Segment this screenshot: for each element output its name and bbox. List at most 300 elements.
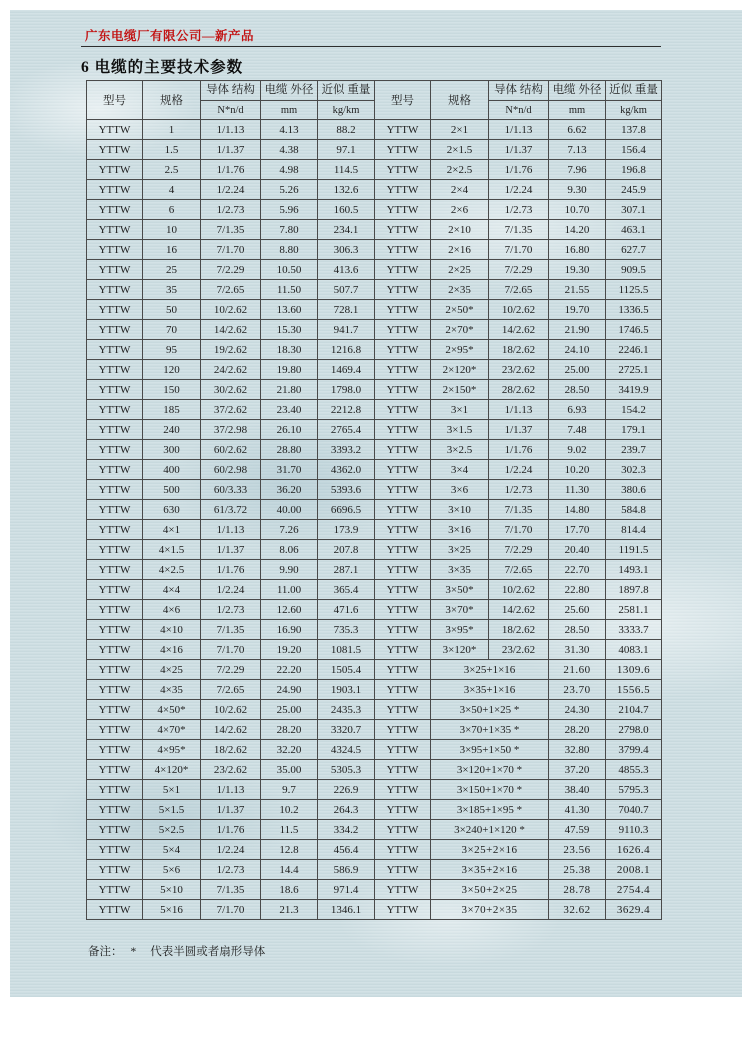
cell-structure: 1/2.24 [489, 180, 549, 200]
cell-od: 7.96 [549, 160, 606, 180]
cell-structure: 60/3.33 [201, 480, 261, 500]
cell-od: 9.30 [549, 180, 606, 200]
cell-od: 28.20 [261, 720, 318, 740]
cell-model: YTTW [87, 440, 143, 460]
cell-od: 24.90 [261, 680, 318, 700]
unit-weight: kg/km [606, 101, 662, 120]
cell-model: YTTW [375, 880, 431, 900]
unit-conductor: N*n/d [489, 101, 549, 120]
cell-spec: 2×1 [431, 120, 489, 140]
cell-model: YTTW [375, 240, 431, 260]
cell-model: YTTW [87, 900, 143, 920]
cell-od: 19.30 [549, 260, 606, 280]
cell-spec: 2×150* [431, 380, 489, 400]
cell-structure: 7/1.70 [489, 520, 549, 540]
cell-structure: 14/2.62 [489, 320, 549, 340]
cell-structure: 10/2.62 [489, 300, 549, 320]
cell-od: 4.98 [261, 160, 318, 180]
unit-weight: kg/km [318, 101, 375, 120]
cell-od: 7.48 [549, 420, 606, 440]
cell-od: 37.20 [549, 760, 606, 780]
cell-model: YTTW [375, 400, 431, 420]
cell-model: YTTW [375, 300, 431, 320]
cell-model: YTTW [87, 460, 143, 480]
cell-weight: 4324.5 [318, 740, 375, 760]
cell-structure: 1/1.76 [201, 820, 261, 840]
cell-model: YTTW [375, 500, 431, 520]
cell-structure: 7/1.35 [201, 220, 261, 240]
cell-weight: 137.8 [606, 120, 662, 140]
cell-model: YTTW [87, 760, 143, 780]
cell-od: 6.62 [549, 120, 606, 140]
cell-model: YTTW [87, 720, 143, 740]
cell-structure: 1/1.76 [201, 160, 261, 180]
cell-model: YTTW [375, 180, 431, 200]
cell-weight: 3799.4 [606, 740, 662, 760]
cell-weight: 507.7 [318, 280, 375, 300]
cell-spec: 10 [143, 220, 201, 240]
cell-model: YTTW [87, 340, 143, 360]
cell-weight: 132.6 [318, 180, 375, 200]
cell-od: 16.80 [549, 240, 606, 260]
cell-od: 9.7 [261, 780, 318, 800]
cell-structure: 1/2.24 [201, 180, 261, 200]
cell-od: 28.78 [549, 880, 606, 900]
cell-structure: 7/2.65 [489, 280, 549, 300]
cell-structure: 30/2.62 [201, 380, 261, 400]
cell-spec: 4×2.5 [143, 560, 201, 580]
cell-model: YTTW [375, 900, 431, 920]
cell-structure: 7/2.29 [201, 260, 261, 280]
cell-weight: 2765.4 [318, 420, 375, 440]
cell-model: YTTW [87, 140, 143, 160]
cell-spec: 2×4 [431, 180, 489, 200]
cell-structure: 1/1.37 [201, 800, 261, 820]
cell-weight: 1903.1 [318, 680, 375, 700]
cell-weight: 2104.7 [606, 700, 662, 720]
table-row [87, 660, 662, 680]
table-row [87, 320, 662, 340]
cell-spec: 2×1.5 [431, 140, 489, 160]
cell-od: 10.70 [549, 200, 606, 220]
cell-spec: 6 [143, 200, 201, 220]
cell-model: YTTW [375, 560, 431, 580]
table-row [87, 540, 662, 560]
table-header [87, 81, 662, 120]
cell-spec: 3×240+1×120 * [431, 820, 549, 840]
cell-weight: 413.6 [318, 260, 375, 280]
table-row [87, 180, 662, 200]
cell-weight: 1897.8 [606, 580, 662, 600]
table-row [87, 500, 662, 520]
cell-model: YTTW [87, 620, 143, 640]
cell-weight: 728.1 [318, 300, 375, 320]
footnote-text: 代表半圆或者扇形导体 [150, 946, 266, 958]
cell-structure: 7/1.35 [201, 880, 261, 900]
table-row [87, 260, 662, 280]
cell-structure: 1/1.37 [201, 540, 261, 560]
cell-spec: 3×25+1×16 [431, 660, 549, 680]
cell-spec: 3×95+1×50 * [431, 740, 549, 760]
cell-structure: 1/1.37 [201, 140, 261, 160]
cell-spec: 3×1 [431, 400, 489, 420]
cell-od: 21.60 [549, 660, 606, 680]
cell-structure: 18/2.62 [489, 340, 549, 360]
cell-od: 11.30 [549, 480, 606, 500]
cell-weight: 97.1 [318, 140, 375, 160]
cell-spec: 5×10 [143, 880, 201, 900]
cell-spec: 3×2.5 [431, 440, 489, 460]
cell-structure: 18/2.62 [489, 620, 549, 640]
cell-od: 25.00 [549, 360, 606, 380]
cell-od: 28.50 [549, 380, 606, 400]
cell-weight: 5305.3 [318, 760, 375, 780]
cell-structure: 1/1.76 [201, 560, 261, 580]
cell-od: 38.40 [549, 780, 606, 800]
cell-spec: 35 [143, 280, 201, 300]
cell-weight: 264.3 [318, 800, 375, 820]
cell-spec: 3×50* [431, 580, 489, 600]
table-row [87, 460, 662, 480]
cell-od: 10.50 [261, 260, 318, 280]
cell-spec: 1 [143, 120, 201, 140]
cell-model: YTTW [375, 420, 431, 440]
cell-spec: 3×16 [431, 520, 489, 540]
cell-od: 24.30 [549, 700, 606, 720]
section-title: 6 电缆的主要技术参数 [81, 59, 244, 76]
table-row [87, 820, 662, 840]
unit-diameter: mm [549, 101, 606, 120]
cell-spec: 185 [143, 400, 201, 420]
cell-weight: 1626.4 [606, 840, 662, 860]
footnote-star: * [130, 946, 137, 958]
table-row [87, 240, 662, 260]
cell-model: YTTW [87, 380, 143, 400]
table-row [87, 860, 662, 880]
cell-weight: 156.4 [606, 140, 662, 160]
cell-model: YTTW [87, 880, 143, 900]
table-row [87, 640, 662, 660]
cell-model: YTTW [87, 740, 143, 760]
cell-od: 13.60 [261, 300, 318, 320]
cell-model: YTTW [87, 480, 143, 500]
cell-weight: 586.9 [318, 860, 375, 880]
cell-od: 41.30 [549, 800, 606, 820]
cell-spec: 4×10 [143, 620, 201, 640]
cell-structure: 1/2.73 [489, 200, 549, 220]
footnote-label: 备注： [88, 946, 123, 958]
cell-structure: 10/2.62 [201, 300, 261, 320]
cell-model: YTTW [375, 140, 431, 160]
cell-model: YTTW [375, 720, 431, 740]
table-row [87, 160, 662, 180]
cell-model: YTTW [87, 560, 143, 580]
cell-model: YTTW [375, 580, 431, 600]
cell-spec: 2×120* [431, 360, 489, 380]
cell-weight: 814.4 [606, 520, 662, 540]
company-header: 广东电缆厂有限公司—新产品 [85, 29, 255, 43]
cell-model: YTTW [375, 280, 431, 300]
cell-structure: 1/2.73 [489, 480, 549, 500]
table-row [87, 580, 662, 600]
table-row [87, 620, 662, 640]
cell-weight: 584.8 [606, 500, 662, 520]
cell-od: 36.20 [261, 480, 318, 500]
cell-od: 8.80 [261, 240, 318, 260]
cell-spec: 2×10 [431, 220, 489, 240]
cell-structure: 10/2.62 [201, 700, 261, 720]
cell-model: YTTW [87, 240, 143, 260]
cell-model: YTTW [87, 320, 143, 340]
cell-model: YTTW [87, 600, 143, 620]
cell-weight: 380.6 [606, 480, 662, 500]
cell-od: 7.80 [261, 220, 318, 240]
cell-weight: 307.1 [606, 200, 662, 220]
cell-weight: 2246.1 [606, 340, 662, 360]
cell-od: 11.50 [261, 280, 318, 300]
cell-weight: 1081.5 [318, 640, 375, 660]
cell-model: YTTW [87, 860, 143, 880]
cell-structure: 1/2.24 [201, 840, 261, 860]
cell-spec: 2×25 [431, 260, 489, 280]
cell-structure: 7/1.70 [201, 640, 261, 660]
cell-model: YTTW [87, 160, 143, 180]
cell-od: 11.00 [261, 580, 318, 600]
cell-od: 28.50 [549, 620, 606, 640]
cell-od: 7.26 [261, 520, 318, 540]
cell-model: YTTW [375, 320, 431, 340]
cell-structure: 7/2.65 [489, 560, 549, 580]
cell-structure: 7/1.70 [201, 240, 261, 260]
table-row [87, 900, 662, 920]
cell-od: 19.20 [261, 640, 318, 660]
table-row [87, 300, 662, 320]
cell-od: 6.93 [549, 400, 606, 420]
cell-weight: 4855.3 [606, 760, 662, 780]
cell-model: YTTW [87, 420, 143, 440]
cell-od: 16.90 [261, 620, 318, 640]
cell-spec: 50 [143, 300, 201, 320]
cell-spec: 3×70+1×35 * [431, 720, 549, 740]
cell-od: 21.90 [549, 320, 606, 340]
cell-model: YTTW [87, 180, 143, 200]
cell-od: 31.30 [549, 640, 606, 660]
cell-od: 21.55 [549, 280, 606, 300]
cell-model: YTTW [375, 480, 431, 500]
cell-spec: 3×35 [431, 560, 489, 580]
cell-structure: 1/1.13 [201, 780, 261, 800]
cell-model: YTTW [87, 820, 143, 840]
cell-weight: 245.9 [606, 180, 662, 200]
cell-spec: 3×4 [431, 460, 489, 480]
table-row [87, 740, 662, 760]
cell-structure: 37/2.62 [201, 400, 261, 420]
cell-spec: 2.5 [143, 160, 201, 180]
cell-structure: 14/2.62 [201, 720, 261, 740]
cell-weight: 207.8 [318, 540, 375, 560]
col-header-weight: 近似 重量 [606, 81, 662, 101]
cell-structure: 1/2.73 [201, 860, 261, 880]
cell-weight: 1336.5 [606, 300, 662, 320]
cell-spec: 70 [143, 320, 201, 340]
cell-structure: 7/1.70 [489, 240, 549, 260]
cell-model: YTTW [375, 460, 431, 480]
cell-weight: 4362.0 [318, 460, 375, 480]
cell-structure: 7/1.35 [489, 500, 549, 520]
cell-od: 20.40 [549, 540, 606, 560]
cell-model: YTTW [375, 200, 431, 220]
cell-structure: 1/1.13 [201, 520, 261, 540]
cell-spec: 3×25+2×16 [431, 840, 549, 860]
cell-weight: 2435.3 [318, 700, 375, 720]
cell-od: 17.70 [549, 520, 606, 540]
cell-model: YTTW [375, 780, 431, 800]
cell-model: YTTW [87, 800, 143, 820]
cell-model: YTTW [375, 220, 431, 240]
cell-weight: 179.1 [606, 420, 662, 440]
cell-weight: 3419.9 [606, 380, 662, 400]
cell-model: YTTW [87, 400, 143, 420]
cell-od: 4.13 [261, 120, 318, 140]
cell-spec: 3×50+2×25 [431, 880, 549, 900]
cell-weight: 1556.5 [606, 680, 662, 700]
cell-spec: 500 [143, 480, 201, 500]
cell-weight: 2212.8 [318, 400, 375, 420]
table-row [87, 360, 662, 380]
table-row [87, 800, 662, 820]
cell-weight: 114.5 [318, 160, 375, 180]
cell-weight: 196.8 [606, 160, 662, 180]
cell-weight: 302.3 [606, 460, 662, 480]
cell-spec: 4×1.5 [143, 540, 201, 560]
cell-weight: 909.5 [606, 260, 662, 280]
table-row [87, 720, 662, 740]
cell-model: YTTW [87, 840, 143, 860]
footnote [88, 943, 265, 959]
cell-model: YTTW [375, 760, 431, 780]
cell-spec: 2×16 [431, 240, 489, 260]
cell-model: YTTW [375, 380, 431, 400]
table-row [87, 200, 662, 220]
cell-spec: 3×50+1×25 * [431, 700, 549, 720]
col-header-weight: 近似 重量 [318, 81, 375, 101]
cell-od: 22.80 [549, 580, 606, 600]
cell-spec: 3×25 [431, 540, 489, 560]
cell-model: YTTW [87, 680, 143, 700]
cell-structure: 60/2.98 [201, 460, 261, 480]
cell-structure: 14/2.62 [201, 320, 261, 340]
cell-od: 22.20 [261, 660, 318, 680]
table-row [87, 840, 662, 860]
cell-model: YTTW [87, 260, 143, 280]
cell-model: YTTW [375, 440, 431, 460]
cell-model: YTTW [87, 220, 143, 240]
cell-spec: 5×2.5 [143, 820, 201, 840]
cell-od: 28.20 [549, 720, 606, 740]
cell-od: 47.59 [549, 820, 606, 840]
cell-structure: 7/2.29 [201, 660, 261, 680]
cell-weight: 306.3 [318, 240, 375, 260]
cell-weight: 226.9 [318, 780, 375, 800]
cell-weight: 2581.1 [606, 600, 662, 620]
cell-od: 25.38 [549, 860, 606, 880]
cell-model: YTTW [375, 620, 431, 640]
cell-weight: 234.1 [318, 220, 375, 240]
cable-spec-table [86, 80, 662, 920]
scanned-page-background [10, 10, 742, 997]
cell-model: YTTW [87, 660, 143, 680]
table-row [87, 440, 662, 460]
cell-structure: 1/1.37 [489, 140, 549, 160]
cell-od: 23.70 [549, 680, 606, 700]
cell-structure: 1/1.76 [489, 440, 549, 460]
unit-diameter: mm [261, 101, 318, 120]
cell-weight: 2754.4 [606, 880, 662, 900]
cell-weight: 6696.5 [318, 500, 375, 520]
cell-od: 35.00 [261, 760, 318, 780]
cell-spec: 150 [143, 380, 201, 400]
cell-spec: 630 [143, 500, 201, 520]
cell-od: 14.20 [549, 220, 606, 240]
cell-spec: 2×70* [431, 320, 489, 340]
cell-spec: 5×4 [143, 840, 201, 860]
table-row [87, 340, 662, 360]
cell-od: 12.8 [261, 840, 318, 860]
cell-spec: 2×2.5 [431, 160, 489, 180]
cell-od: 10.20 [549, 460, 606, 480]
cell-weight: 365.4 [318, 580, 375, 600]
cell-weight: 2008.1 [606, 860, 662, 880]
cell-structure: 60/2.62 [201, 440, 261, 460]
cell-model: YTTW [87, 540, 143, 560]
cell-spec: 4×6 [143, 600, 201, 620]
cell-weight: 941.7 [318, 320, 375, 340]
cell-weight: 3320.7 [318, 720, 375, 740]
cell-spec: 400 [143, 460, 201, 480]
cell-structure: 19/2.62 [201, 340, 261, 360]
table-body [87, 120, 662, 920]
cell-od: 24.10 [549, 340, 606, 360]
cell-spec: 2×6 [431, 200, 489, 220]
cell-spec: 4×70* [143, 720, 201, 740]
cell-spec: 2×50* [431, 300, 489, 320]
cell-weight: 154.2 [606, 400, 662, 420]
cell-weight: 971.4 [318, 880, 375, 900]
cell-spec: 95 [143, 340, 201, 360]
cell-spec: 4×120* [143, 760, 201, 780]
cell-weight: 160.5 [318, 200, 375, 220]
cell-model: YTTW [375, 700, 431, 720]
cell-spec: 3×70* [431, 600, 489, 620]
cell-od: 21.3 [261, 900, 318, 920]
cell-od: 32.20 [261, 740, 318, 760]
cell-structure: 1/1.13 [489, 400, 549, 420]
cell-model: YTTW [375, 840, 431, 860]
cell-od: 9.90 [261, 560, 318, 580]
cell-od: 12.60 [261, 600, 318, 620]
cell-od: 19.70 [549, 300, 606, 320]
cell-spec: 4×35 [143, 680, 201, 700]
cell-structure: 14/2.62 [489, 600, 549, 620]
cell-od: 4.38 [261, 140, 318, 160]
cell-od: 26.10 [261, 420, 318, 440]
cell-spec: 25 [143, 260, 201, 280]
cell-spec: 2×95* [431, 340, 489, 360]
cell-model: YTTW [87, 280, 143, 300]
cell-weight: 239.7 [606, 440, 662, 460]
table-row [87, 400, 662, 420]
table-row [87, 780, 662, 800]
